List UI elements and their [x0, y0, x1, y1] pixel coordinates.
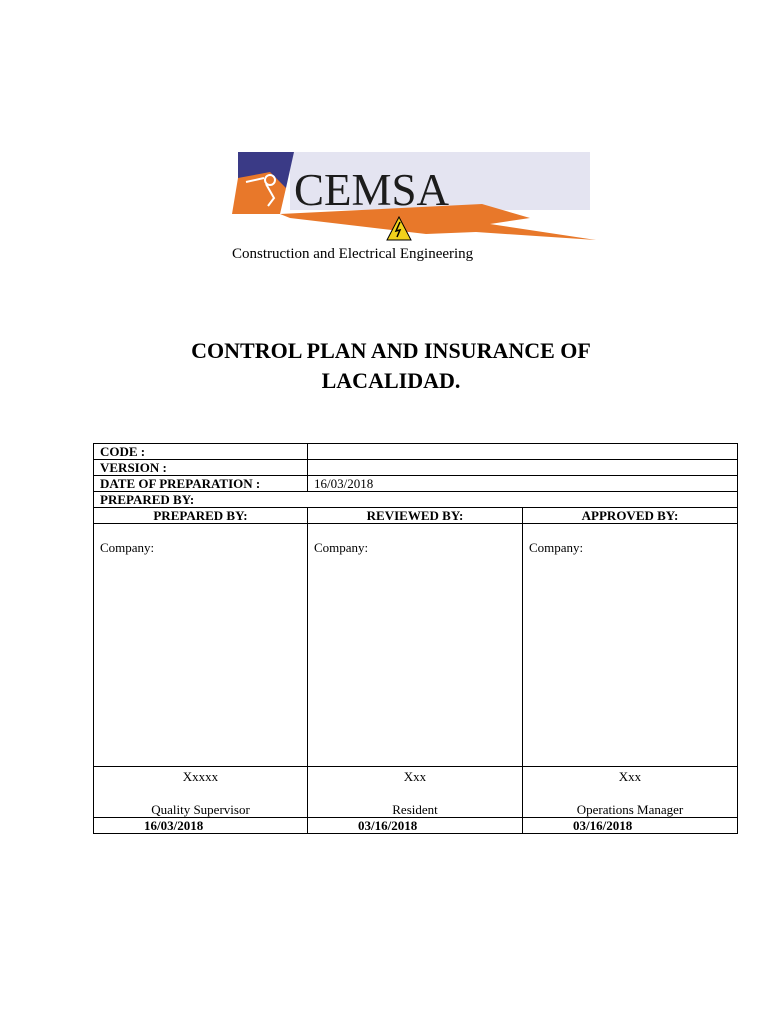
signer-role: Operations Manager [576, 802, 684, 817]
signer-prepared [94, 767, 308, 818]
date-value: 16/03/2018 [308, 476, 738, 492]
signer-name: Xxx [403, 769, 427, 784]
title-line-1: CONTROL PLAN AND INSURANCE OF [191, 338, 591, 363]
version-value [308, 460, 738, 476]
document-title [100, 336, 682, 396]
header-row [94, 508, 738, 524]
logo-company-name: CEMSA [294, 165, 450, 215]
date-row [94, 476, 738, 492]
signer-name: Xxxxx [182, 769, 219, 784]
signer-date: 16/03/2018 [94, 818, 308, 834]
date-label: DATE OF PREPARATION : [94, 476, 308, 492]
signer-role: Quality Supervisor [151, 802, 250, 817]
signer-approved [523, 767, 738, 818]
header-approved: APPROVED BY: [523, 508, 738, 524]
prepared-row [94, 492, 738, 508]
signer-row [94, 767, 738, 818]
title-line-2: LACALIDAD. [321, 368, 461, 393]
header-reviewed: REVIEWED BY: [308, 508, 523, 524]
signer-name: Xxx [618, 769, 642, 784]
company-row [94, 524, 738, 767]
prepared-label: PREPARED BY: [94, 492, 738, 508]
header-prepared: PREPARED BY: [94, 508, 308, 524]
signer-date: 03/16/2018 [523, 818, 738, 834]
logo-tagline: Construction and Electrical Engineering [232, 246, 474, 262]
signer-reviewed [308, 767, 523, 818]
signer-date: 03/16/2018 [308, 818, 523, 834]
company-prepared: Company: [94, 524, 308, 767]
version-label: VERSION : [94, 460, 308, 476]
version-row [94, 460, 738, 476]
company-logo [230, 148, 596, 266]
control-table [93, 443, 738, 834]
company-approved: Company: [523, 524, 738, 767]
signature-date-row [94, 818, 738, 834]
code-row [94, 444, 738, 460]
code-label: CODE : [94, 444, 308, 460]
signer-role: Resident [392, 802, 438, 817]
company-reviewed: Company: [308, 524, 523, 767]
code-value [308, 444, 738, 460]
